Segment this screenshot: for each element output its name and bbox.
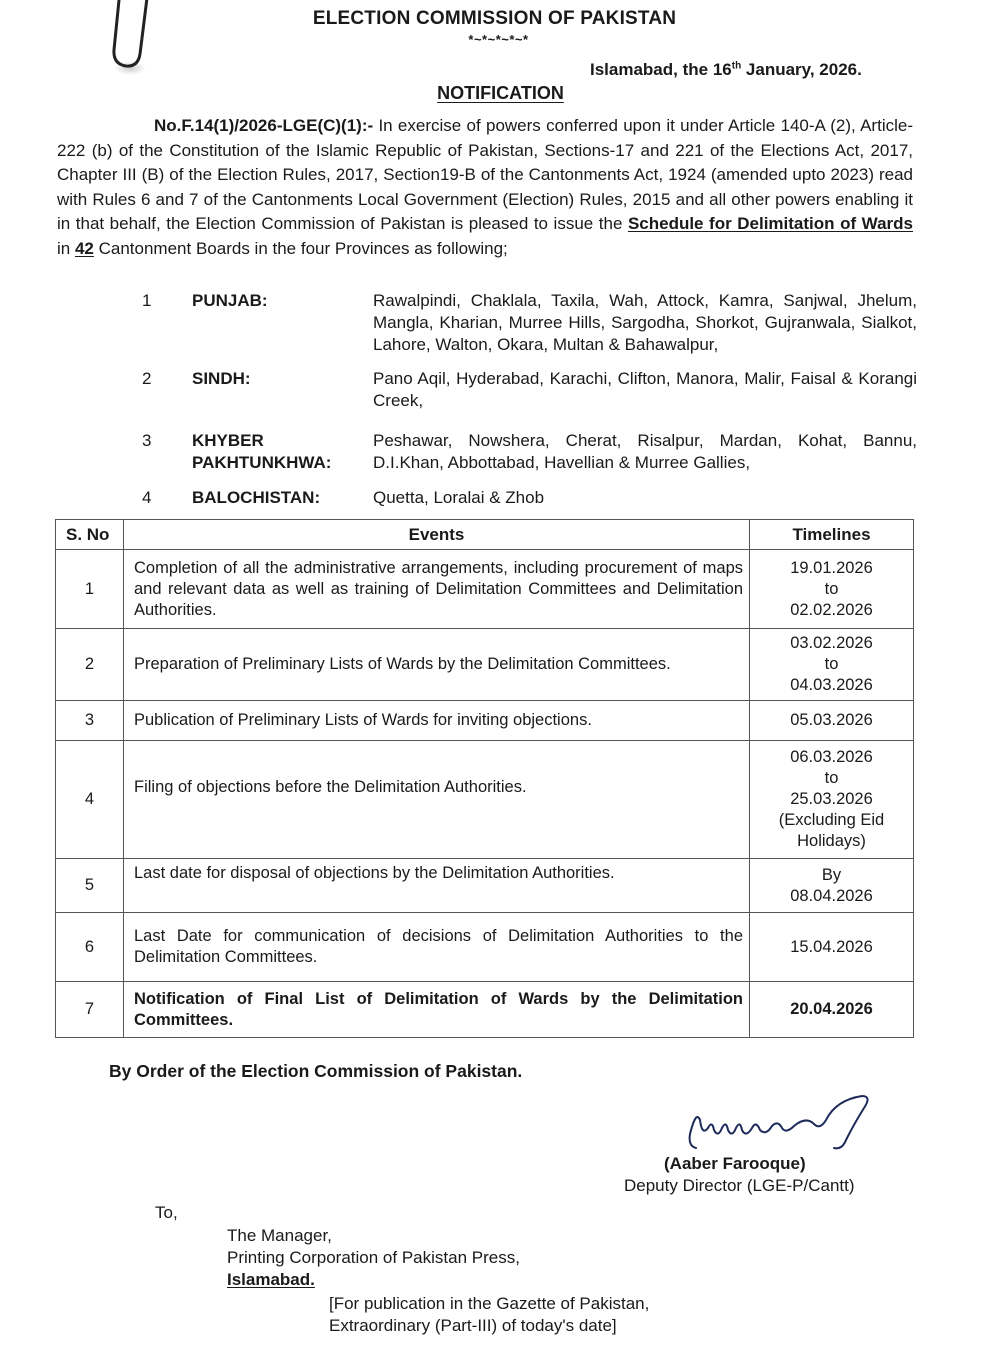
- table-row: 6 Last Date for communication of decisions of Delimitation Authorities to the Delimitation Committees. 15.04.2026: [56, 913, 914, 982]
- schedule-heading: Schedule for Delimitation of Wards: [627, 214, 913, 233]
- signatory-designation: Deputy Director (LGE-P/Cantt): [624, 1176, 855, 1195]
- notification-body: No.F.14(1)/2026-LGE(C)(1):- In exercise of powers conferred upon it under Article 140-A (2), Article-222 (b) of the Constitution of the Islamic Republic of Pakistan, Sections-17 and 221 of the Elections Act, 2017, Chapter III (B) of the Election Rules, 2017, Section19-B of the Cantonments Act, 1924 (amended upto 2023) read with Rules 6 and 7 of the Cantonments Local Government (Election) Rules, 2015 and all other powers enabling it in that behalf, the Election Commission of Pakistan is pleased to issue the Schedule for Delimitation of Wards in 42 Cantonment Boards in the four Provinces as following;: [57, 116, 913, 258]
- province-name: PUNJAB:: [192, 291, 268, 310]
- table-row: 3 Publication of Preliminary Lists of Wards for inviting objections. 05.03.2026: [56, 701, 914, 741]
- order-statement: By Order of the Election Commission of Pakistan.: [109, 1061, 523, 1081]
- province-name: KHYBER PAKHTUNKHWA:: [192, 431, 332, 472]
- recipient-label: To,: [155, 1203, 178, 1222]
- province-name: BALOCHISTAN:: [192, 488, 321, 507]
- address-city: Islamabad.: [227, 1270, 315, 1289]
- province-name: SINDH:: [192, 369, 251, 388]
- province-cities: Quetta, Loralai & Zhob: [373, 488, 545, 507]
- table-row: 5 Last date for disposal of objections by the Delimitation Authorities. By 08.04.2026: [56, 859, 914, 913]
- table-row: 4 Filing of objections before the Delimitation Authorities. 06.03.2026 to 25.03.2026 (Excluding Eid Holidays): [56, 741, 914, 859]
- gazette-note: [For publication in the Gazette of Pakistan,: [329, 1294, 650, 1313]
- header-events: Events: [124, 520, 750, 550]
- table-header-row: [56, 520, 914, 550]
- board-count: 42: [74, 238, 94, 258]
- province-cities: Pano Aqil, Hyderabad, Karachi, Clifton, Manora, Malir, Faisal & Korangi Creek,: [373, 369, 917, 410]
- header-timelines: Timelines: [750, 520, 914, 550]
- table-row: 7 Notification of Final List of Delimitation of Wards by the Delimitation Committees. 20.04.2026: [56, 982, 914, 1038]
- issue-date: Islamabad, the 16th January, 2026.: [590, 60, 862, 79]
- province-cities: Rawalpindi, Chaklala, Taxila, Wah, Attock, Kamra, Sanjwal, Jhelum, Mangla, Kharian, Murree Hills, Sargodha, Shorkot, Gujranwala, Sialkot, Lahore, Walton, Okara, Multan & Bahawalpur,: [373, 291, 917, 354]
- province-item: 3 KHYBER PAKHTUNKHWA: Peshawar, Nowshera, Cherat, Risalpur, Mardan, Kohat, Bannu, D.I.Khan, Abbottabad, Havellian & Murree Gallies,: [142, 431, 917, 472]
- header-sno: S. No: [56, 520, 124, 550]
- gazette-note: Extraordinary (Part-III) of today's date]: [329, 1316, 617, 1335]
- organization-title: ELECTION COMMISSION OF PAKISTAN: [312, 8, 677, 29]
- address-line: The Manager,: [227, 1226, 332, 1245]
- title-ornament: *~*~*~*~*: [468, 32, 529, 47]
- table-row: 1 Completion of all the administrative arrangements, including procurement of maps and relevant data as well as training of Delimitation Committees and Delimitation Authorities. 19.01.2026 to 02.02.2026: [56, 550, 914, 629]
- signatory-name: (Aaber Farooque): [664, 1154, 806, 1173]
- address-line: Printing Corporation of Pakistan Press,: [227, 1248, 520, 1267]
- schedule-table: [55, 519, 914, 1038]
- table-row: 2 Preparation of Preliminary Lists of Wards by the Delimitation Committees. 03.02.2026 to 04.03.2026: [56, 629, 914, 701]
- reference-number: No.F.14(1)/2026-LGE(C)(1):-: [154, 116, 374, 135]
- province-item: 4 BALOCHISTAN: Quetta, Loralai & Zhob: [142, 487, 917, 509]
- province-item: 1 PUNJAB: Rawalpindi, Chaklala, Taxila, Wah, Attock, Kamra, Sanjwal, Jhelum, Mangla, Kharian, Murree Hills, Sargodha, Shorkot, Gujranwala, Sialkot, Lahore, Walton, Okara, Multan & Bahawalpur,: [142, 291, 917, 354]
- signature-icon: [686, 1090, 876, 1152]
- notification-title: NOTIFICATION: [437, 83, 564, 103]
- province-item: 2 SINDH: Pano Aqil, Hyderabad, Karachi, Clifton, Manora, Malir, Faisal & Korangi Creek,: [142, 369, 917, 410]
- province-cities: Peshawar, Nowshera, Cherat, Risalpur, Mardan, Kohat, Bannu, D.I.Khan, Abbottabad, Havellian & Murree Gallies,: [373, 431, 917, 472]
